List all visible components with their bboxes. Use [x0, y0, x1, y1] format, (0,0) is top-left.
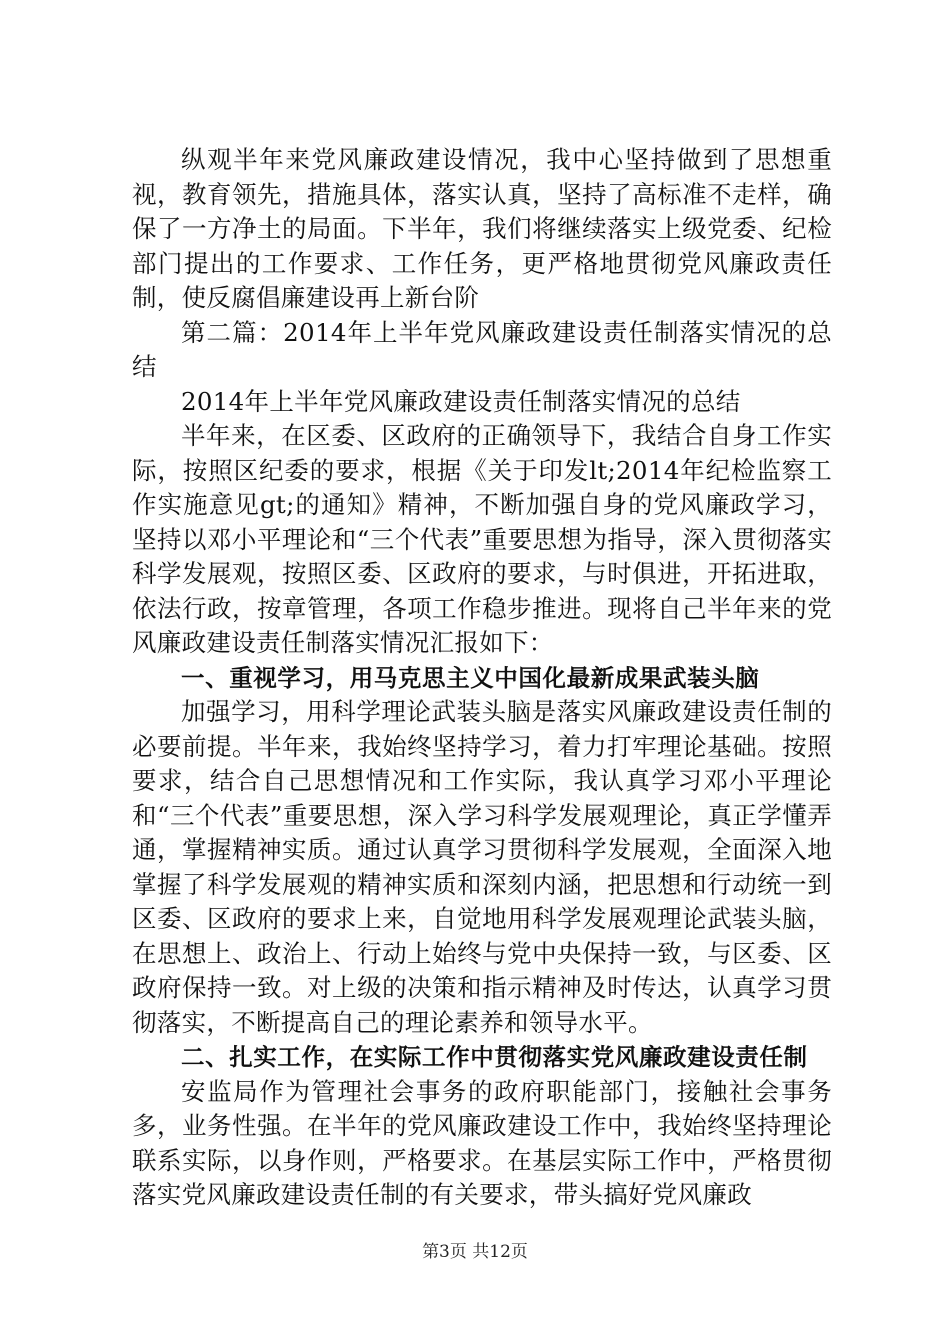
page-number: 第3页 共12页: [422, 1242, 528, 1262]
paragraph-work: 安监局作为管理社会事务的政府职能部门，接触社会事务多，业务性强。在半年的党风廉政建设工作中，我始终坚持理论联系实际，以身作则，严格要求。在基层实际工作中，严格贯彻落实党风廉政建设责任制的有关要求，带头搞好党风廉政: [132, 1076, 832, 1209]
chapter-title: 第二篇：2014年上半年党风廉政建设责任制落实情况的总结: [132, 317, 832, 381]
document-title: 2014年上半年党风廉政建设责任制落实情况的总结: [181, 386, 741, 416]
paragraph-intro: 半年来，在区委、区政府的正确领导下，我结合自身工作实际，按照区纪委的要求，根据《关于印发lt;2014年纪检监察工作实施意见gt;的通知》精神，不断加强自身的党风廉政学习，坚持以邓小平理论和“三个代表”重要思想为指导，深入贯彻落实科学发展观，按照区委、区政府的要求，与时俱进，开拓进取，依法行政，按章管理，各项工作稳步推进。现将自己半年来的党风廉政建设责任制落实情况汇报如下：: [132, 421, 832, 657]
section-heading-work: 二、扎实工作，在实际工作中贯彻落实党风廉政建设责任制: [181, 1043, 808, 1071]
paragraph-study: 加强学习，用科学理论武装头脑是落实风廉政建设责任制的必要前提。半年来，我始终坚持学习，着力打牢理论基础。按照要求，结合自己思想情况和工作实际，我认真学习邓小平理论和“三个代表”重要思想，深入学习科学发展观理论，真正学懂弄通，掌握精神实质。通过认真学习贯彻科学发展观，全面深入地掌握了科学发展观的精神实质和深刻内涵，把思想和行动统一到区委、区政府的要求上来，自觉地用科学发展观理论武装头脑，在思想上、政治上、行动上始终与党中央保持一致，与区委、区政府保持一致。对上级的决策和指示精神及时传达，认真学习贯彻落实，不断提高自己的理论素养和领导水平。: [132, 697, 832, 1037]
section-heading-study: 一、重视学习，用马克思主义中国化最新成果武装头脑: [181, 663, 760, 692]
paragraph-summary: 纵观半年来党风廉政建设情况，我中心坚持做到了思想重视，教育领先，措施具体，落实认真，坚持了高标准不走样，确保了一方净土的局面。下半年，我们将继续落实上级党委、纪检部门提出的工作要求、工作任务，更严格地贯彻党风廉政责任制，使反腐倡廉建设再上新台阶: [132, 145, 832, 312]
document-body: [132, 143, 832, 1213]
